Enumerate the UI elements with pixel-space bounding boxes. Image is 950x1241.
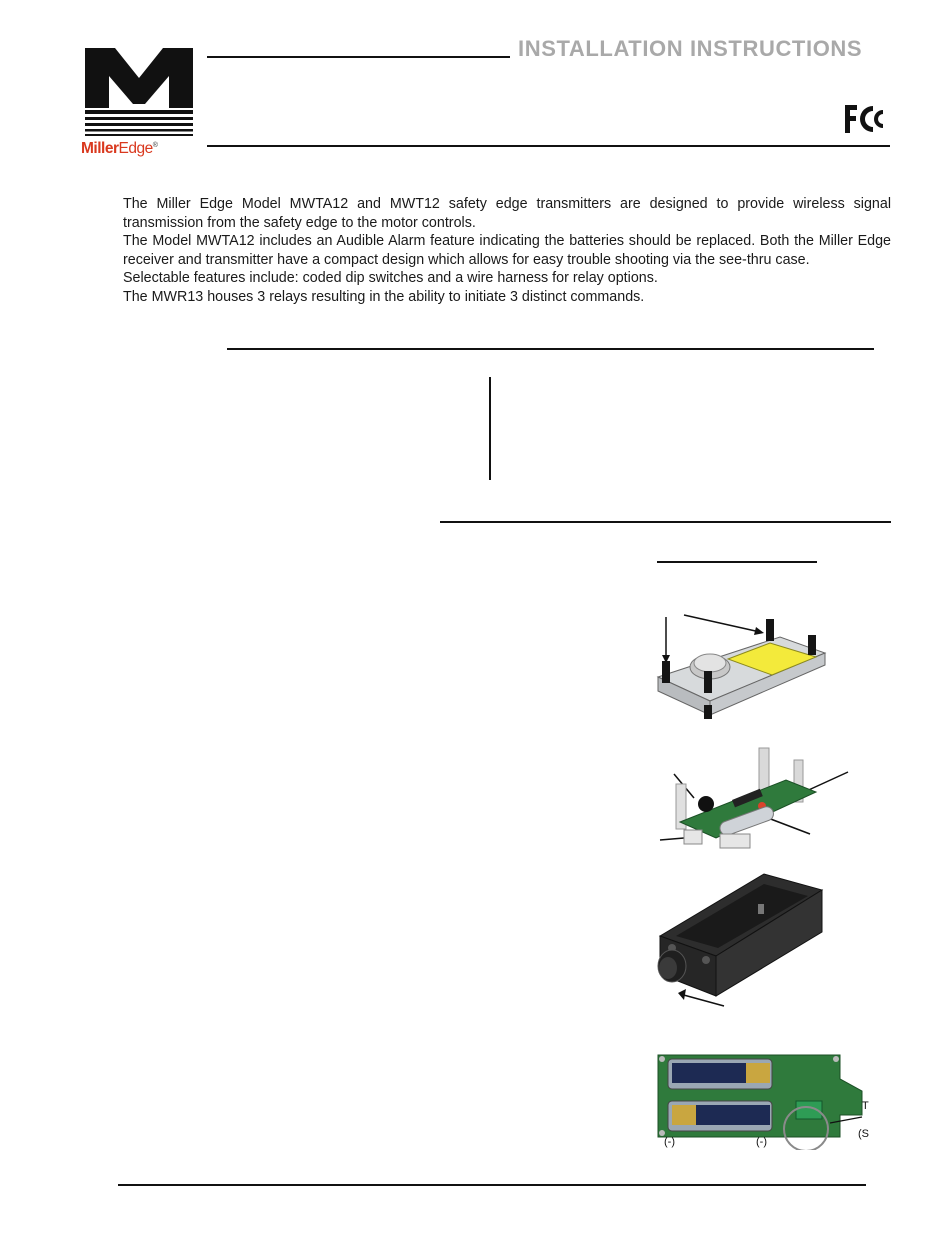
board-edge-label: (S — [858, 1128, 869, 1140]
receiver-black-enclosure-photo — [646, 872, 836, 1012]
brand-bold: Miller — [81, 140, 119, 157]
circuit-board-photo — [656, 742, 856, 857]
board-edge-label: T — [862, 1100, 869, 1112]
column-divider — [489, 377, 491, 480]
intro-paragraph: The Model MWTA12 includes an Audible Alarm feature indicating the batteries should be replaced. Both the Miller Edge receiver and transmitter have a compact design which allows for easy trouble shooting via the see-thru case. — [123, 233, 891, 268]
intro-text — [123, 195, 891, 307]
battery-neg-label-right: (-) — [756, 1136, 767, 1148]
brand-light: Edge — [118, 140, 153, 157]
brand-mark: ® — [152, 141, 158, 149]
fcc-logo-icon — [843, 103, 887, 135]
brand-wordmark — [81, 140, 157, 158]
battery-board-photo — [650, 1045, 870, 1150]
footer-rule — [118, 1184, 866, 1186]
intro-paragraph: The MWR13 houses 3 relays resulting in the ability to initiate 3 distinct commands. — [123, 288, 645, 305]
header-rule-bottom — [207, 145, 890, 147]
header-rule-top — [207, 56, 510, 58]
section-rule — [227, 348, 874, 350]
section-rule — [440, 521, 891, 523]
transmitter-clear-case-photo — [640, 605, 840, 730]
intro-paragraph: Selectable features include: coded dip switches and a wire harness for relay options. — [123, 270, 658, 287]
battery-neg-label-left: (-) — [664, 1136, 675, 1148]
page-title: INSTALLATION INSTRUCTIONS — [518, 36, 863, 61]
intro-paragraph: The Miller Edge Model MWTA12 and MWT12 safety edge transmitters are designed to provide wireless signal transmission from the safety edge to the motor controls. — [123, 196, 891, 231]
figure-heading-rule — [657, 561, 817, 563]
